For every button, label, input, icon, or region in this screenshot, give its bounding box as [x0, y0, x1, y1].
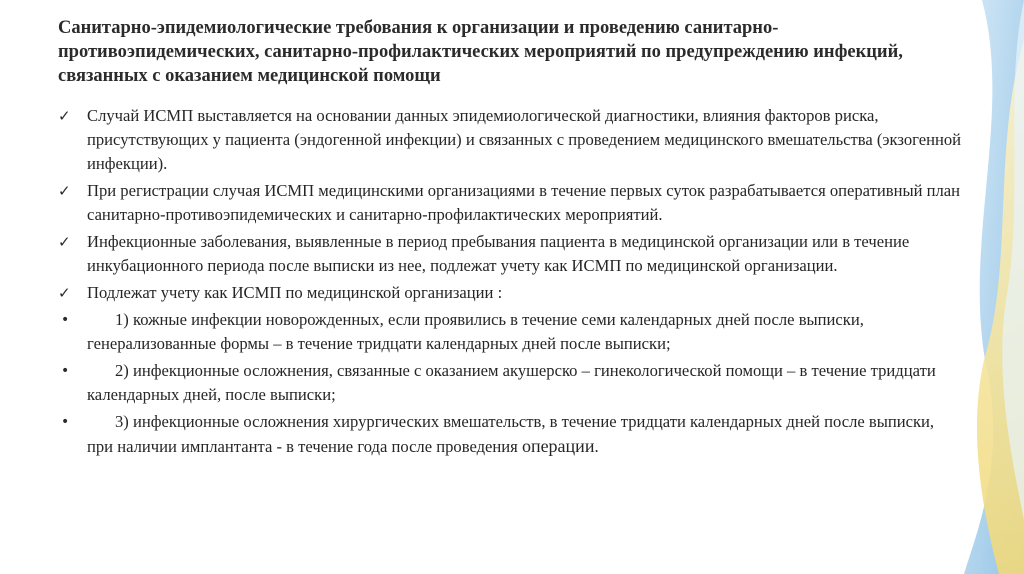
list-item-text: Инфекционные заболевания, выявленные в период пребывания пациента в медицинской организации или в течение инкубационного периода после выписки из нее, подлежат учету как ИСМП по медицинской организации.	[87, 232, 910, 275]
list-item-text: Случай ИСМП выставляется на основании данных эпидемиологической диагностики, влияния факторов риска, присутствующих у пациента (эндогенной инфекции) и связанных с проведением медицинского вмешательства (экзогенной инфекции).	[87, 106, 962, 173]
list-item	[58, 308, 963, 356]
list-item-text: 3) инфекционные осложнения хирургических вмешательств, в течение тридцати календарных дней после выписки, при наличии имплантанта - в течение года после проведения	[87, 412, 935, 456]
list-item-text: 1) кожные инфекции новорожденных, если проявились в течение семи календарных дней после выписки, генерализованные формы – в течение тридцати календарных дней после выписки;	[87, 310, 864, 353]
bullet-dot-icon: •	[61, 312, 70, 328]
list-item	[58, 410, 963, 459]
list-item-text: Подлежат учету как ИСМП по медицинской организации :	[87, 283, 503, 302]
list-item	[58, 230, 963, 278]
list-item-text: 2) инфекционные осложнения, связанные с оказанием акушерско – гинекологической помощи – в течение тридцати календарных дней, после выписки;	[87, 361, 936, 404]
bullet-list	[58, 104, 963, 462]
list-item-text: При регистрации случая ИСМП медицинскими организациями в течение первых суток разрабатывается оперативный план санитарно-противоэпидемических и санитарно-профилактических мероприятий.	[87, 181, 961, 224]
checkmark-icon: ✓	[58, 182, 71, 200]
bullet-dot-icon: •	[61, 363, 70, 379]
list-item-end: .	[594, 437, 599, 456]
list-item-emphasis: операции	[521, 436, 595, 456]
bullet-dot-icon: •	[61, 414, 70, 430]
list-item	[58, 359, 963, 407]
checkmark-icon: ✓	[58, 284, 71, 302]
checkmark-icon: ✓	[58, 233, 71, 251]
slide-title: Санитарно-эпидемиологические требования к организации и проведению санитарно-противоэпидемических, санитарно-профилактических мероприятий по предупреждению инфекций, связанных с оказанием медицинской помощи	[58, 18, 903, 86]
list-item	[58, 104, 963, 176]
list-item	[58, 179, 963, 227]
checkmark-icon: ✓	[58, 107, 71, 125]
list-item	[58, 281, 963, 305]
